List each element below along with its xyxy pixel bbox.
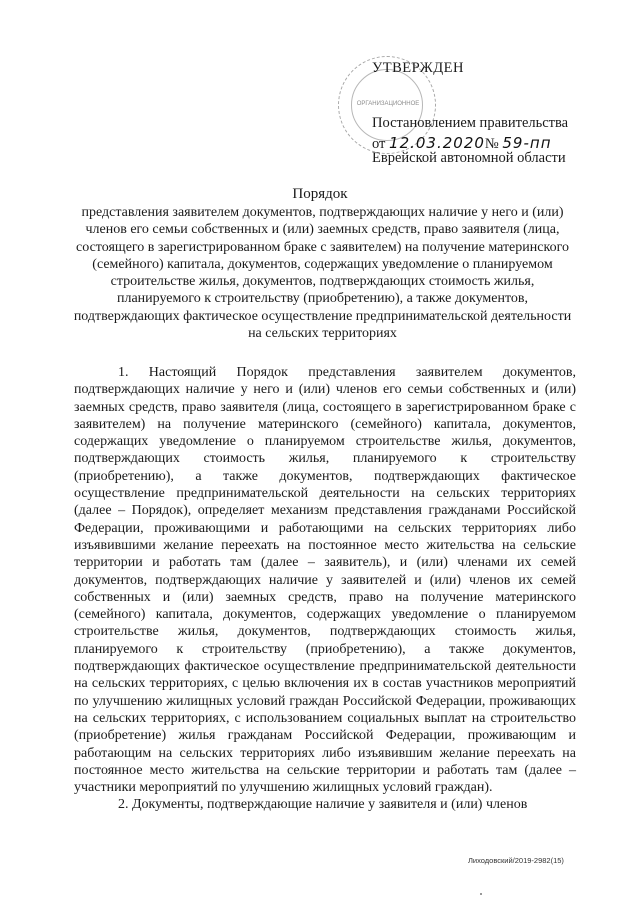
paragraph-1: 1. Настоящий Порядок представления заявителем документов, подтверждающих наличие у него и (или) членов его семьи собственных и (или) заемных средств, право заявителя (лица, состоящего в зарегистрированном браке с заявителем) на получение материнского (семейного) капитала, документов, содержащих уведомление о планируемом строительстве жилья, документов, подтверждающих стоимость жилья, планируемого к строительству (приобретению), а также документов, подтверждающих фактическое осуществление предпринимательской деятельности на сельских территориях (далее – Порядок), определяет механизм представления гражданами Российской Федерации, проживающими и работающими на сельских территориях либо изъявившими желание переехать на постоянное место жительства на сельские территории и работать там (далее – заявитель), и (или) членами их семей документов, подтверждающих наличие у заявителей и (или) членов их семей собственных и (или) заемных средств, право на получение материнского (семейного) капитала, документов, содержащих уведомление о планируемом строительстве жилья, документов, подтверждающих стоимость жилья, планируемого к строительству (приобретению), а также документов, подтверждающих фактическое осуществление предпринимательской деятельности на сельских территориях, с целью включения их в состав участников мероприятий по улучшению жилищных условий граждан Российской Федерации, проживающих на сельских территориях, с использованием социальных выплат на строительство (приобретение) жилья гражданам Российской Федерации, проживающим и работающим на сельских территориях либо изъявившим желание переехать на постоянное место жительства на сельские территории и работать там (далее – участники мероприятий по улучшению жилищных условий граждан). [74,365,576,796]
document-title: Порядок [292,186,348,202]
paragraph-2: 2. Документы, подтверждающие наличие у заявителя и (или) членов [118,797,528,813]
decree-line-1: Постановлением правительства [372,115,569,131]
decree-number: 59-пп [502,134,552,152]
date-prefix: от [372,136,386,152]
scan-artifact [480,893,482,895]
decree-date-row [372,134,552,153]
number-prefix: № [484,136,499,152]
approved-label: УТВЕРЖДЕН [372,60,464,76]
approval-block [330,50,620,166]
document-body [74,364,576,814]
decree-date: 12.03.2020 [389,134,485,152]
document-subtitle: представления заявителем документов, подтверждающих наличие у него и (или) членов его семьи собственных и (или) заемных средств, право заявителя (лица, состоящего в зарегистрированном браке с заявителем) на получение материнского (семейного) капитала, документов, содержащих уведомление о планируемом строительстве жилья, документов, подтверждающих стоимость жилья, планируемого к строительству (приобретению), а также документов, подтверждающих фактическое осуществление предпринимательской деятельности на сельских территориях [73,205,572,342]
file-identifier: Лиходовский/2019-2982(15) [468,856,564,865]
decree-line-2: Еврейской автономной области [372,150,566,166]
seal-text: ОРГАНИЗАЦИОННОЕ [356,101,420,107]
